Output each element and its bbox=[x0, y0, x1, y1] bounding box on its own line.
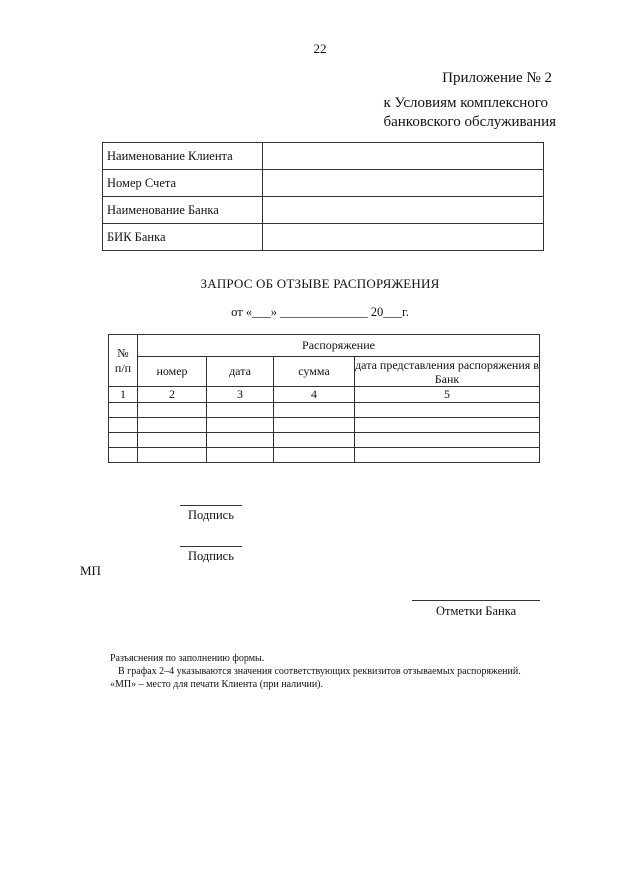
table-row bbox=[103, 224, 544, 251]
signature-label: Подпись bbox=[188, 508, 234, 522]
document-title: ЗАПРОС ОБ ОТЗЫВЕ РАСПОРЯЖЕНИЯ bbox=[200, 276, 440, 291]
bank-marks-label: Отметки Банка bbox=[436, 604, 517, 618]
table-row bbox=[109, 403, 540, 418]
notes-line: «МП» – место для печати Клиента (при наличии). bbox=[110, 679, 324, 690]
empty-cell[interactable] bbox=[355, 418, 540, 433]
empty-cell[interactable] bbox=[274, 418, 355, 433]
table-row bbox=[109, 448, 540, 463]
table-row bbox=[103, 170, 544, 197]
empty-cell[interactable] bbox=[355, 433, 540, 448]
empty-cell[interactable] bbox=[207, 433, 274, 448]
notes-line: В графах 2–4 указываются значения соответствующих реквизитов отзываемых распоряжений. bbox=[118, 666, 521, 677]
column-number: 2 bbox=[138, 387, 207, 403]
empty-cell[interactable] bbox=[274, 448, 355, 463]
order-group-header: Распоряжение bbox=[138, 335, 540, 357]
empty-cell[interactable] bbox=[274, 403, 355, 418]
orders-table bbox=[108, 334, 540, 463]
col-number-abbr: п/п bbox=[114, 360, 132, 375]
signature-line bbox=[180, 505, 242, 506]
table-row bbox=[109, 433, 540, 448]
table-row bbox=[103, 143, 544, 170]
empty-cell[interactable] bbox=[207, 418, 274, 433]
bank-name-value[interactable] bbox=[263, 197, 544, 224]
table-row bbox=[103, 197, 544, 224]
empty-cell[interactable] bbox=[274, 433, 355, 448]
col-number-symbol: № bbox=[117, 345, 129, 360]
empty-cell[interactable] bbox=[109, 433, 138, 448]
bank-name-label: Наименование Банка bbox=[103, 197, 263, 224]
signature-label: Подпись bbox=[188, 549, 234, 563]
col-submission-date: дата представления распоряжения в Банк bbox=[355, 357, 539, 386]
empty-cell[interactable] bbox=[138, 448, 207, 463]
empty-cell[interactable] bbox=[138, 433, 207, 448]
col-order-amount: сумма bbox=[274, 357, 355, 387]
appendix-subtitle-line1: к Условиям комплексного bbox=[383, 95, 549, 111]
column-numbering-row bbox=[109, 387, 540, 403]
appendix-subtitle bbox=[383, 94, 556, 132]
stamp-place-label: МП bbox=[80, 563, 101, 578]
signature-line bbox=[180, 546, 242, 547]
appendix-title: Приложение № 2 bbox=[442, 70, 552, 86]
empty-cell[interactable] bbox=[355, 403, 540, 418]
col-order-date: дата bbox=[207, 357, 274, 387]
col-number-header bbox=[109, 335, 138, 387]
page-number: 22 bbox=[313, 41, 327, 56]
empty-cell[interactable] bbox=[355, 448, 540, 463]
empty-cell[interactable] bbox=[138, 403, 207, 418]
notes-line: Разъяснения по заполнению формы. bbox=[110, 653, 265, 664]
table-subheader-row bbox=[109, 357, 540, 387]
column-number: 5 bbox=[355, 387, 540, 403]
date-line: от «___» ______________ 20___г. bbox=[231, 305, 409, 319]
bank-marks-line bbox=[412, 600, 540, 601]
client-name-value[interactable] bbox=[263, 143, 544, 170]
empty-cell[interactable] bbox=[207, 403, 274, 418]
col-order-number: номер bbox=[138, 357, 207, 387]
empty-cell[interactable] bbox=[109, 448, 138, 463]
account-number-value[interactable] bbox=[263, 170, 544, 197]
account-number-label: Номер Счета bbox=[103, 170, 263, 197]
column-number: 4 bbox=[274, 387, 355, 403]
appendix-subtitle-line2: банковского обслуживания bbox=[383, 114, 556, 130]
empty-cell[interactable] bbox=[109, 418, 138, 433]
bik-value[interactable] bbox=[263, 224, 544, 251]
empty-cell[interactable] bbox=[109, 403, 138, 418]
column-number: 3 bbox=[207, 387, 274, 403]
empty-cell[interactable] bbox=[138, 418, 207, 433]
column-number: 1 bbox=[109, 387, 138, 403]
form-notes bbox=[110, 652, 550, 691]
table-row bbox=[109, 418, 540, 433]
table-header-row bbox=[109, 335, 540, 357]
bik-label: БИК Банка bbox=[103, 224, 263, 251]
client-details-table bbox=[102, 142, 544, 251]
client-name-label: Наименование Клиента bbox=[103, 143, 263, 170]
empty-cell[interactable] bbox=[207, 448, 274, 463]
